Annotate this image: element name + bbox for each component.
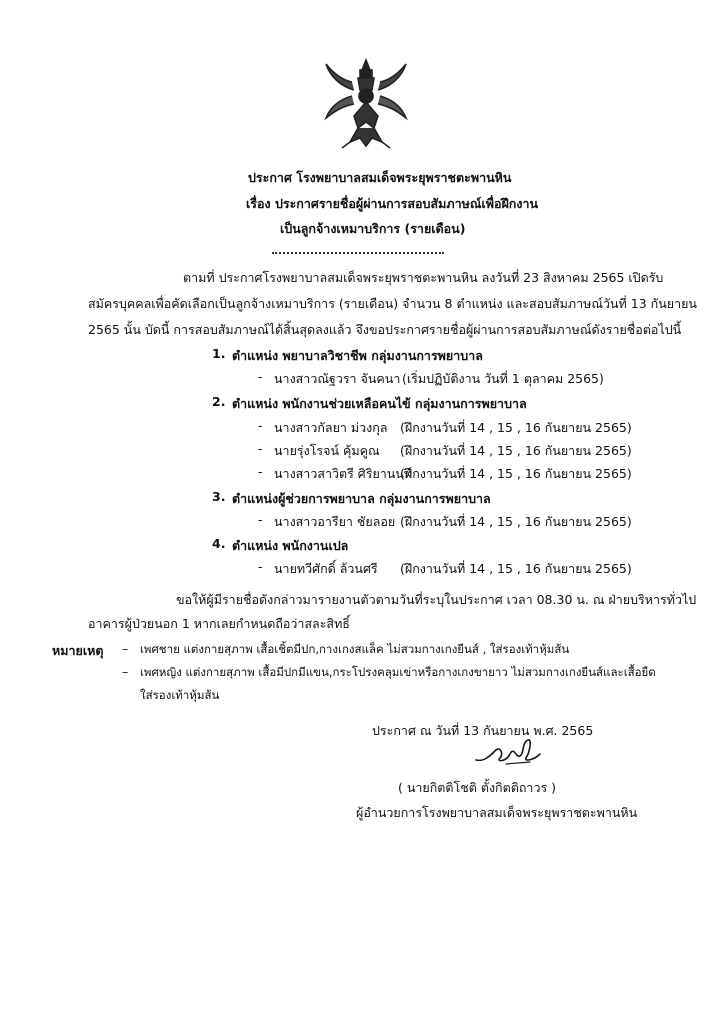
position-number: 1. (212, 346, 226, 361)
intro-line-3: 2565 นั้น บัดนี้ การสอบสัมภาษณ์ได้สิ้นสุดลงแล้ว จึงขอประกาศรายชื่อผู้ผ่านการสอบสัมภาษณ์ดังรายชื่อต่อไปนี้ (88, 322, 682, 337)
closing-line-2: อาคารผู้ป่วยนอก 1 หากเลยกำหนดถือว่าสละสิทธิ์ (88, 616, 350, 631)
person-name: นายทวีศักดิ์ ล้วนศรี (274, 561, 378, 576)
remark-item-female-continued: ใส่รองเท้าหุ้มส้น (140, 688, 220, 702)
person-note: (ฝึกงานวันที่ 14 , 15 , 16 กันยายน 2565) (400, 561, 632, 576)
person-name: นางสาวกัลยา ม่วงกุล (274, 420, 388, 435)
announcement-title: ประกาศ โรงพยาบาลสมเด็จพระยุพราชตะพานหิน (248, 170, 512, 185)
signer-title: ผู้อำนวยการโรงพยาบาลสมเด็จพระยุพราชตะพานหิน (356, 805, 638, 820)
position-number: 4. (212, 536, 226, 551)
position-number: 2. (212, 394, 226, 409)
person-note: (เริ่มปฏิบัติงาน วันที่ 1 ตุลาคม 2565) (402, 371, 604, 386)
position-title: ตำแหน่ง พนักงานช่วยเหลือคนไข้ กลุ่มงานการพยาบาล (232, 396, 527, 411)
list-item-dash: – (122, 664, 129, 679)
position-title: ตำแหน่ง พนักงานเปล (232, 538, 349, 553)
list-item-dash: - (258, 441, 263, 456)
closing-line-1: ขอให้ผู้มีรายชื่อดังกล่าวมารายงานตัวตามวันที่ระบุในประกาศ เวลา 08.30 น. ณ ฝ่ายบริหารทั่วไป (176, 592, 697, 607)
position-title: ตำแหน่ง พยาบาลวิชาชีพ กลุ่มงานการพยาบาล (232, 348, 483, 363)
person-note: (ฝึกงานวันที่ 14 , 15 , 16 กันยายน 2565) (400, 443, 632, 458)
position-title: ตำแหน่งผู้ช่วยการพยาบาล กลุ่มงานการพยาบาล (232, 491, 491, 506)
intro-line-1: ตามที่ ประกาศโรงพยาบาลสมเด็จพระยุพราชตะพานหิน ลงวันที่ 23 สิงหาคม 2565 เปิดรับ (183, 270, 664, 285)
list-item-dash: - (258, 512, 263, 527)
remark-item-male: เพศชาย แต่งกายสุภาพ เสื้อเชิ้ตมีปก,กางเกงสแล็ค ไม่สวมกางเกงยีนส์ , ใส่รองเท้าหุ้มส้น (140, 642, 570, 656)
remarks-label: หมายเหตุ (52, 643, 104, 658)
header-divider (272, 252, 444, 254)
position-number: 3. (212, 489, 226, 504)
announcement-subject-continued: เป็นลูกจ้างเหมาบริการ (รายเดือน) (280, 221, 466, 236)
person-name: นางสาวอารียา ชัยลอย (274, 514, 396, 529)
person-name: นางสาวสาวิตรี ศิริยานนท์ (274, 466, 413, 481)
person-name: นางสาวณัฐวรา จันคนา (274, 371, 401, 386)
list-item-dash: - (258, 369, 263, 384)
signature-icon (470, 732, 560, 770)
announcement-subject: เรื่อง ประกาศรายชื่อผู้ผ่านการสอบสัมภาษณ์เพื่อฝึกงาน (246, 196, 539, 211)
list-item-dash: - (258, 418, 263, 433)
garuda-emblem-icon (320, 56, 412, 152)
person-note: (ฝึกงานวันที่ 14 , 15 , 16 กันยายน 2565) (400, 466, 632, 481)
list-item-dash: – (122, 641, 129, 656)
person-note: (ฝึกงานวันที่ 14 , 15 , 16 กันยายน 2565) (400, 514, 632, 529)
list-item-dash: - (258, 559, 263, 574)
intro-line-2: สมัครบุคคลเพื่อคัดเลือกเป็นลูกจ้างเหมาบริการ (รายเดือน) จำนวน 8 ตำแหน่ง และสอบสัมภาษณ์วันที่ 13 กันยายน (88, 296, 697, 311)
list-item-dash: - (258, 464, 263, 479)
announcement-date: ประกาศ ณ วันที่ 13 กันยายน พ.ศ. 2565 (372, 723, 594, 738)
person-note: (ฝึกงานวันที่ 14 , 15 , 16 กันยายน 2565) (400, 420, 632, 435)
signer-name: ( นายกิตติโชติ ตั้งกิตติถาวร ) (398, 780, 557, 795)
person-name: นายรุ่งโรจน์ คุ้มคูณ (274, 443, 380, 458)
remark-item-female: เพศหญิง แต่งกายสุภาพ เสื้อมีปกมีแขน,กระโปรงคลุมเข่าหรือกางเกงขายาว ไม่สวมกางเกงยีนส์และเสื้อยืด (140, 665, 656, 679)
